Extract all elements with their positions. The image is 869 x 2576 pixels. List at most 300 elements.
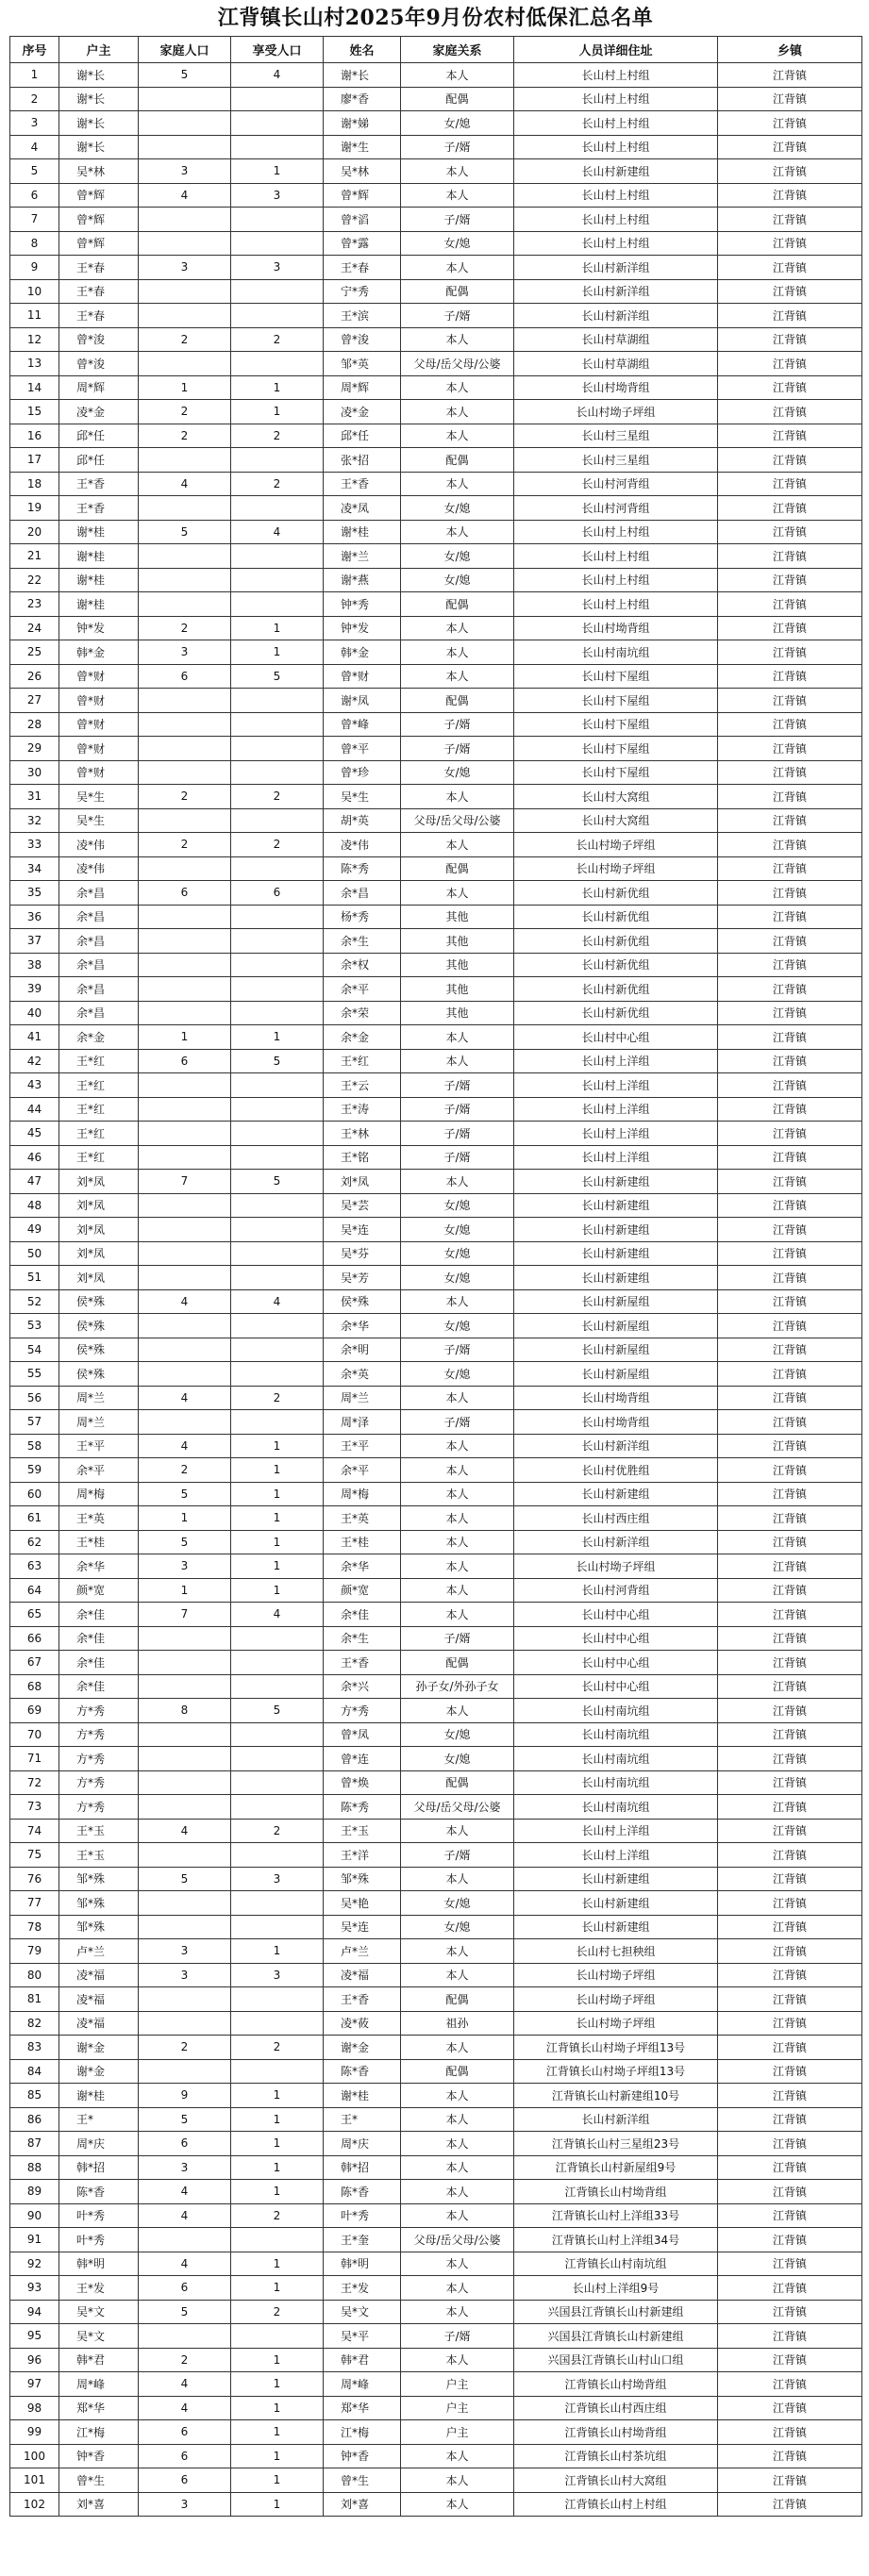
table-header-row — [10, 37, 862, 63]
cell-relation: 配偶 — [401, 1651, 514, 1675]
cell-benefit-size — [231, 1770, 324, 1795]
cell-name: 余*金 — [324, 1025, 401, 1050]
cell-relation: 本人 — [401, 2036, 514, 2060]
cell-benefit-size — [231, 1987, 324, 2012]
table-row — [10, 375, 862, 400]
cell-benefit-size: 1 — [231, 640, 324, 665]
cell-name: 谢*桂 — [324, 2084, 401, 2108]
cell-address: 长山村新优组 — [514, 953, 718, 977]
cell-address: 长山村新建组 — [514, 1218, 718, 1242]
cell-index: 71 — [10, 1747, 59, 1771]
cell-index: 38 — [10, 953, 59, 977]
table-row — [10, 400, 862, 424]
cell-township: 江背镇 — [718, 2180, 862, 2204]
cell-relation: 女/媳 — [401, 496, 514, 521]
cell-family-size — [139, 737, 231, 761]
cell-index: 3 — [10, 111, 59, 136]
cell-householder: 周*庆 — [59, 2132, 139, 2156]
cell-address: 长山村新屋组 — [514, 1338, 718, 1362]
cell-family-size: 6 — [139, 1049, 231, 1073]
table-row — [10, 1987, 862, 2012]
cell-address: 长山村坳子坪组 — [514, 2011, 718, 2036]
cell-index: 34 — [10, 856, 59, 881]
cell-householder: 王*玉 — [59, 1819, 139, 1843]
table-row — [10, 2132, 862, 2156]
cell-householder: 刘*凤 — [59, 1193, 139, 1218]
cell-family-size — [139, 808, 231, 833]
cell-benefit-size — [231, 929, 324, 954]
cell-index: 23 — [10, 592, 59, 617]
cell-householder: 谢*长 — [59, 63, 139, 88]
cell-benefit-size — [231, 135, 324, 159]
cell-householder: 凌*福 — [59, 1963, 139, 1987]
cell-benefit-size — [231, 448, 324, 473]
cell-index: 101 — [10, 2468, 59, 2493]
table-row — [10, 689, 862, 713]
cell-benefit-size: 1 — [231, 2420, 324, 2445]
cell-householder: 谢*长 — [59, 87, 139, 111]
cell-index: 35 — [10, 881, 59, 906]
cell-name: 曾*浚 — [324, 327, 401, 352]
cell-township: 江背镇 — [718, 664, 862, 689]
cell-relation: 子/婿 — [401, 712, 514, 737]
cell-name: 王*香 — [324, 472, 401, 496]
cell-name: 王* — [324, 2107, 401, 2132]
cell-householder: 王*香 — [59, 496, 139, 521]
cell-name: 余*权 — [324, 953, 401, 977]
cell-householder: 曾*辉 — [59, 208, 139, 232]
cell-relation: 子/婿 — [401, 135, 514, 159]
cell-householder: 凌*伟 — [59, 856, 139, 881]
cell-address: 江背镇长山村南坑组 — [514, 2252, 718, 2276]
cell-index: 11 — [10, 304, 59, 328]
cell-address: 长山村新洋组 — [514, 304, 718, 328]
cell-relation: 本人 — [401, 2155, 514, 2180]
cell-township: 江背镇 — [718, 304, 862, 328]
cell-township: 江背镇 — [718, 689, 862, 713]
cell-householder: 余*昌 — [59, 953, 139, 977]
cell-benefit-size: 2 — [231, 2203, 324, 2228]
cell-index: 62 — [10, 1530, 59, 1554]
cell-index: 53 — [10, 1314, 59, 1338]
cell-householder: 王*红 — [59, 1145, 139, 1170]
cell-index: 16 — [10, 424, 59, 448]
cell-benefit-size: 2 — [231, 1386, 324, 1410]
cell-township: 江背镇 — [718, 856, 862, 881]
cell-relation: 女/媳 — [401, 1266, 514, 1290]
cell-address: 长山村新洋组 — [514, 1530, 718, 1554]
cell-name: 余*明 — [324, 1338, 401, 1362]
cell-family-size — [139, 2059, 231, 2084]
cell-householder: 颜*宽 — [59, 1578, 139, 1603]
cell-address: 江背镇长山村大窝组 — [514, 2468, 718, 2493]
cell-address: 长山村坳子坪组 — [514, 1963, 718, 1987]
cell-benefit-size: 1 — [231, 2155, 324, 2180]
cell-family-size: 5 — [139, 520, 231, 544]
cell-relation: 本人 — [401, 616, 514, 640]
header-benefit-size: 享受人口 — [231, 37, 324, 63]
cell-township: 江背镇 — [718, 1795, 862, 1820]
cell-relation: 其他 — [401, 977, 514, 1002]
cell-family-size — [139, 1722, 231, 1747]
cell-name: 王*发 — [324, 2276, 401, 2301]
cell-index: 28 — [10, 712, 59, 737]
cell-family-size — [139, 279, 231, 304]
table-row — [10, 2084, 862, 2108]
cell-township: 江背镇 — [718, 760, 862, 785]
cell-index: 96 — [10, 2348, 59, 2372]
cell-index: 7 — [10, 208, 59, 232]
cell-benefit-size — [231, 87, 324, 111]
cell-index: 39 — [10, 977, 59, 1002]
cell-relation: 本人 — [401, 1289, 514, 1314]
cell-township: 江背镇 — [718, 496, 862, 521]
cell-township: 江背镇 — [718, 1410, 862, 1435]
table-row — [10, 833, 862, 857]
cell-name: 余*佳 — [324, 1603, 401, 1627]
cell-relation: 配偶 — [401, 689, 514, 713]
cell-benefit-size — [231, 2324, 324, 2349]
cell-family-size: 2 — [139, 2036, 231, 2060]
cell-benefit-size: 2 — [231, 2300, 324, 2324]
cell-benefit-size: 1 — [231, 2348, 324, 2372]
table-row — [10, 1963, 862, 1987]
cell-benefit-size — [231, 304, 324, 328]
cell-benefit-size — [231, 1122, 324, 1146]
cell-householder: 王*红 — [59, 1049, 139, 1073]
cell-township: 江背镇 — [718, 2252, 862, 2276]
cell-relation: 本人 — [401, 520, 514, 544]
cell-name: 陈*秀 — [324, 1795, 401, 1820]
cell-township: 江背镇 — [718, 1651, 862, 1675]
table-row — [10, 2203, 862, 2228]
cell-householder: 刘*凤 — [59, 1241, 139, 1266]
cell-index: 64 — [10, 1578, 59, 1603]
cell-township: 江背镇 — [718, 1867, 862, 1891]
cell-address: 江背镇长山村坳背组 — [514, 2420, 718, 2445]
cell-index: 87 — [10, 2132, 59, 2156]
table-row — [10, 856, 862, 881]
cell-relation: 女/媳 — [401, 111, 514, 136]
cell-relation: 子/婿 — [401, 2324, 514, 2349]
cell-index: 4 — [10, 135, 59, 159]
cell-householder: 曾*财 — [59, 664, 139, 689]
cell-benefit-size: 2 — [231, 1819, 324, 1843]
table-row — [10, 1843, 862, 1868]
table-row — [10, 1049, 862, 1073]
table-row — [10, 1289, 862, 1314]
cell-householder: 郑*华 — [59, 2396, 139, 2420]
cell-name: 曾*连 — [324, 1747, 401, 1771]
cell-relation: 本人 — [401, 1867, 514, 1891]
cell-householder: 方*秀 — [59, 1795, 139, 1820]
cell-index: 61 — [10, 1506, 59, 1531]
cell-township: 江背镇 — [718, 1193, 862, 1218]
cell-benefit-size: 1 — [231, 400, 324, 424]
cell-householder: 谢*桂 — [59, 592, 139, 617]
cell-family-size — [139, 1770, 231, 1795]
cell-township: 江背镇 — [718, 1674, 862, 1699]
cell-address: 长山村河背组 — [514, 1578, 718, 1603]
cell-township: 江背镇 — [718, 1241, 862, 1266]
cell-index: 50 — [10, 1241, 59, 1266]
table-row — [10, 352, 862, 376]
cell-benefit-size: 2 — [231, 424, 324, 448]
table-row — [10, 977, 862, 1002]
table-row — [10, 327, 862, 352]
cell-index: 31 — [10, 785, 59, 809]
table-row — [10, 208, 862, 232]
cell-family-size: 4 — [139, 2180, 231, 2204]
cell-name: 曾*滔 — [324, 208, 401, 232]
cell-address: 长山村上村组 — [514, 135, 718, 159]
cell-family-size: 6 — [139, 2132, 231, 2156]
table-row — [10, 2372, 862, 2397]
cell-family-size: 4 — [139, 2203, 231, 2228]
cell-family-size — [139, 1843, 231, 1868]
cell-index: 99 — [10, 2420, 59, 2445]
cell-township: 江背镇 — [718, 2132, 862, 2156]
cell-family-size: 2 — [139, 400, 231, 424]
cell-address: 长山村新洋组 — [514, 2107, 718, 2132]
table-row — [10, 1145, 862, 1170]
cell-family-size — [139, 1987, 231, 2012]
cell-householder: 江*梅 — [59, 2420, 139, 2445]
cell-benefit-size — [231, 1193, 324, 1218]
cell-name: 陈*香 — [324, 2059, 401, 2084]
cell-name: 谢*燕 — [324, 568, 401, 592]
cell-benefit-size — [231, 1097, 324, 1122]
cell-relation: 本人 — [401, 2276, 514, 2301]
cell-relation: 女/媳 — [401, 568, 514, 592]
cell-name: 吴*文 — [324, 2300, 401, 2324]
cell-address: 长山村大窝组 — [514, 808, 718, 833]
cell-index: 78 — [10, 1915, 59, 1939]
cell-address: 长山村上村组 — [514, 87, 718, 111]
cell-family-size: 2 — [139, 785, 231, 809]
cell-householder: 邱*任 — [59, 448, 139, 473]
cell-householder: 方*秀 — [59, 1699, 139, 1723]
cell-address: 长山村新优组 — [514, 881, 718, 906]
header-relation: 家庭关系 — [401, 37, 514, 63]
cell-householder: 卢*兰 — [59, 1939, 139, 1964]
cell-address: 长山村新建组 — [514, 1867, 718, 1891]
cell-relation: 其他 — [401, 953, 514, 977]
cell-family-size: 3 — [139, 2155, 231, 2180]
table-row — [10, 183, 862, 208]
cell-index: 92 — [10, 2252, 59, 2276]
cell-name: 吴*平 — [324, 2324, 401, 2349]
cell-benefit-size — [231, 760, 324, 785]
table-row — [10, 2036, 862, 2060]
cell-index: 81 — [10, 1987, 59, 2012]
cell-township: 江背镇 — [718, 352, 862, 376]
cell-address: 长山村上村组 — [514, 63, 718, 88]
cell-index: 10 — [10, 279, 59, 304]
cell-family-size — [139, 905, 231, 929]
cell-index: 5 — [10, 159, 59, 184]
cell-township: 江背镇 — [718, 2011, 862, 2036]
cell-benefit-size — [231, 544, 324, 569]
cell-index: 89 — [10, 2180, 59, 2204]
cell-benefit-size — [231, 1722, 324, 1747]
cell-name: 周*峰 — [324, 2372, 401, 2397]
cell-address: 长山村草湖组 — [514, 327, 718, 352]
cell-relation: 子/婿 — [401, 1626, 514, 1651]
cell-relation: 户主 — [401, 2396, 514, 2420]
cell-relation: 配偶 — [401, 279, 514, 304]
table-row — [10, 1434, 862, 1458]
cell-family-size: 3 — [139, 256, 231, 280]
cell-index: 60 — [10, 1482, 59, 1506]
cell-address: 长山村新屋组 — [514, 1314, 718, 1338]
cell-township: 江背镇 — [718, 256, 862, 280]
cell-householder: 侯*殊 — [59, 1314, 139, 1338]
cell-householder: 王*香 — [59, 472, 139, 496]
cell-benefit-size — [231, 712, 324, 737]
cell-benefit-size: 1 — [231, 1458, 324, 1483]
table-row — [10, 1193, 862, 1218]
cell-householder: 王*红 — [59, 1073, 139, 1098]
cell-householder: 曾*财 — [59, 689, 139, 713]
cell-name: 宁*秀 — [324, 279, 401, 304]
cell-benefit-size — [231, 953, 324, 977]
cell-benefit-size — [231, 808, 324, 833]
cell-relation: 本人 — [401, 2084, 514, 2108]
cell-name: 韩*明 — [324, 2252, 401, 2276]
cell-name: 颜*宽 — [324, 1578, 401, 1603]
cell-relation: 女/媳 — [401, 544, 514, 569]
cell-relation: 本人 — [401, 664, 514, 689]
cell-benefit-size — [231, 1073, 324, 1098]
cell-benefit-size: 5 — [231, 1699, 324, 1723]
cell-benefit-size: 2 — [231, 833, 324, 857]
cell-township: 江背镇 — [718, 183, 862, 208]
cell-address: 长山村上洋组 — [514, 1122, 718, 1146]
cell-address: 长山村下屋组 — [514, 760, 718, 785]
cell-township: 江背镇 — [718, 592, 862, 617]
cell-township: 江背镇 — [718, 2155, 862, 2180]
cell-address: 长山村下屋组 — [514, 664, 718, 689]
table-row — [10, 424, 862, 448]
cell-benefit-size: 1 — [231, 159, 324, 184]
cell-family-size — [139, 977, 231, 1002]
cell-index: 45 — [10, 1122, 59, 1146]
cell-name: 邹*英 — [324, 352, 401, 376]
cell-township: 江背镇 — [718, 785, 862, 809]
cell-benefit-size: 1 — [231, 616, 324, 640]
cell-relation: 配偶 — [401, 592, 514, 617]
table-row — [10, 905, 862, 929]
cell-relation: 女/媳 — [401, 1722, 514, 1747]
cell-relation: 配偶 — [401, 856, 514, 881]
cell-family-size: 4 — [139, 2372, 231, 2397]
table-row — [10, 640, 862, 665]
cell-index: 8 — [10, 231, 59, 256]
cell-name: 余*生 — [324, 1626, 401, 1651]
cell-township: 江背镇 — [718, 1722, 862, 1747]
cell-index: 47 — [10, 1170, 59, 1194]
cell-benefit-size: 1 — [231, 2396, 324, 2420]
cell-family-size: 9 — [139, 2084, 231, 2108]
cell-address: 长山村南坑组 — [514, 1747, 718, 1771]
cell-relation: 子/婿 — [401, 737, 514, 761]
cell-benefit-size: 1 — [231, 2180, 324, 2204]
table-row — [10, 1651, 862, 1675]
cell-benefit-size — [231, 1795, 324, 1820]
cell-family-size — [139, 1266, 231, 1290]
table-row — [10, 2180, 862, 2204]
cell-name: 曾*焕 — [324, 1770, 401, 1795]
cell-relation: 本人 — [401, 63, 514, 88]
cell-township: 江背镇 — [718, 2372, 862, 2397]
cell-index: 98 — [10, 2396, 59, 2420]
cell-township: 江背镇 — [718, 2492, 862, 2517]
cell-relation: 子/婿 — [401, 1122, 514, 1146]
cell-householder: 王*红 — [59, 1122, 139, 1146]
cell-index: 19 — [10, 496, 59, 521]
cell-relation: 女/媳 — [401, 1241, 514, 1266]
cell-name: 陈*秀 — [324, 856, 401, 881]
cell-index: 72 — [10, 1770, 59, 1795]
cell-index: 52 — [10, 1289, 59, 1314]
table-row — [10, 1554, 862, 1579]
cell-index: 9 — [10, 256, 59, 280]
cell-relation: 本人 — [401, 1554, 514, 1579]
cell-township: 江背镇 — [718, 1987, 862, 2012]
cell-name: 余*英 — [324, 1362, 401, 1387]
cell-address: 长山村新建组 — [514, 1915, 718, 1939]
cell-relation: 本人 — [401, 1386, 514, 1410]
cell-address: 长山村新洋组 — [514, 279, 718, 304]
cell-relation: 本人 — [401, 1025, 514, 1050]
cell-benefit-size — [231, 2011, 324, 2036]
cell-benefit-size: 5 — [231, 664, 324, 689]
table-row — [10, 1915, 862, 1939]
table-row — [10, 568, 862, 592]
cell-name: 叶*秀 — [324, 2203, 401, 2228]
cell-relation: 本人 — [401, 2252, 514, 2276]
cell-address: 长山村坳背组 — [514, 1386, 718, 1410]
table-row — [10, 808, 862, 833]
cell-township: 江背镇 — [718, 929, 862, 954]
table-row — [10, 2492, 862, 2517]
cell-benefit-size — [231, 1843, 324, 1868]
cell-name: 王*香 — [324, 1651, 401, 1675]
cell-township: 江背镇 — [718, 1891, 862, 1916]
cell-relation: 女/媳 — [401, 231, 514, 256]
cell-township: 江背镇 — [718, 2444, 862, 2468]
cell-name: 陈*香 — [324, 2180, 401, 2204]
cell-index: 29 — [10, 737, 59, 761]
table-row — [10, 929, 862, 954]
cell-family-size — [139, 929, 231, 954]
cell-relation: 本人 — [401, 1482, 514, 1506]
cell-index: 15 — [10, 400, 59, 424]
table-row — [10, 712, 862, 737]
cell-benefit-size — [231, 496, 324, 521]
cell-householder: 周*兰 — [59, 1386, 139, 1410]
cell-name: 吴*芳 — [324, 1266, 401, 1290]
cell-family-size: 6 — [139, 881, 231, 906]
cell-householder: 谢*长 — [59, 111, 139, 136]
cell-township: 江背镇 — [718, 2300, 862, 2324]
cell-township: 江背镇 — [718, 1025, 862, 1050]
cell-index: 13 — [10, 352, 59, 376]
cell-householder: 韩*君 — [59, 2348, 139, 2372]
cell-benefit-size — [231, 1145, 324, 1170]
cell-householder: 方*秀 — [59, 1770, 139, 1795]
